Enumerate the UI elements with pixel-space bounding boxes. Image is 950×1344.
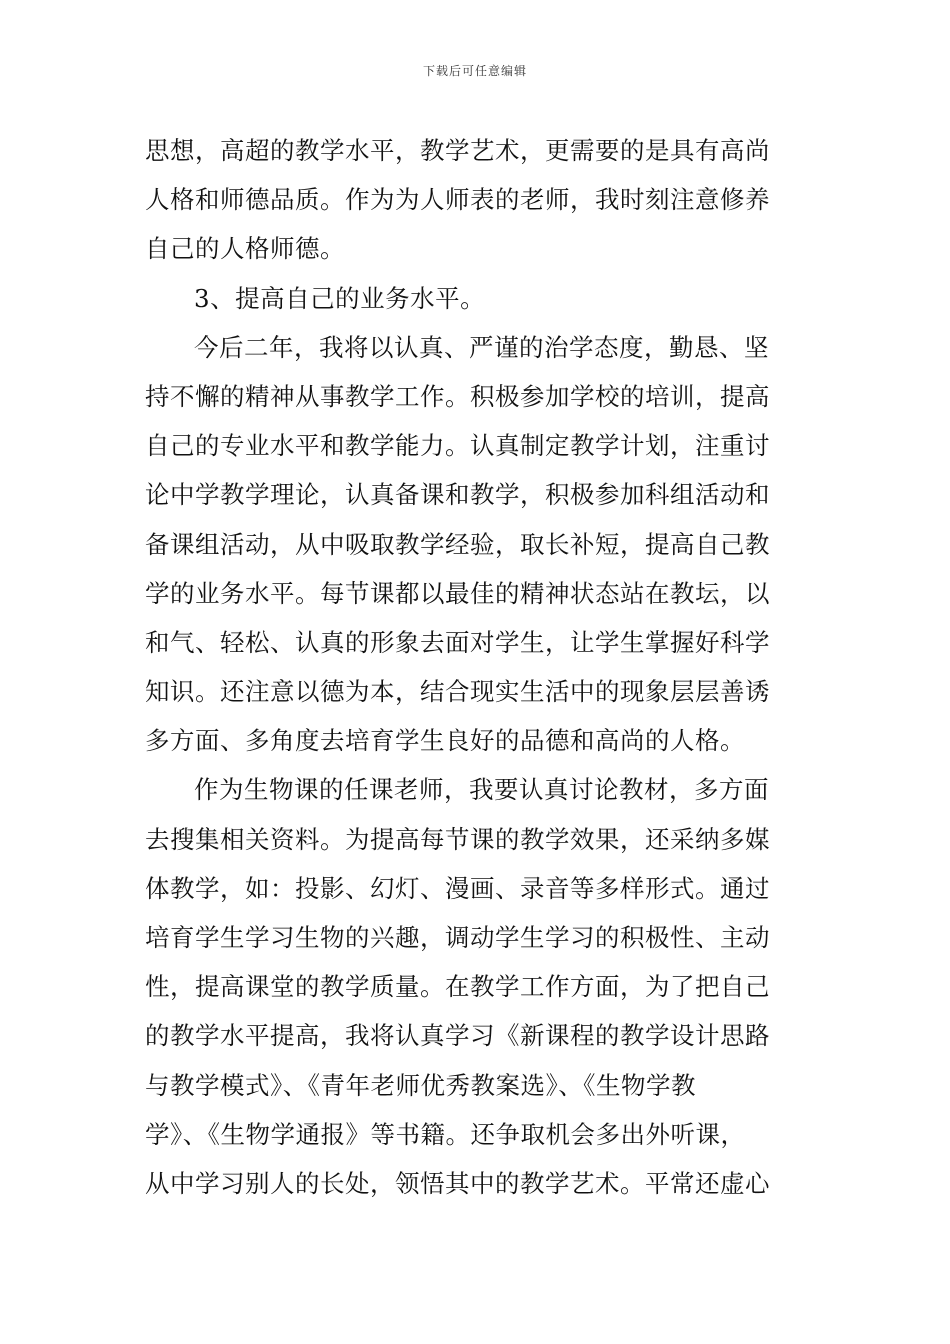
text-line-11: 和气、轻松、认真的形象去面对学生，让学生掌握好科学 <box>145 627 770 657</box>
text-line-2: 人格和师德品质。作为为人师表的老师，我时刻注意修养 <box>145 185 770 215</box>
page-header: 下载后可任意编辑 <box>422 64 527 78</box>
text-line-12: 知识。还注意以德为本，结合现实生活中的现象层层善诱 <box>145 677 770 707</box>
text-line-20: 与教学模式》、《青年老师优秀教案选》、《生物学教 <box>145 1070 696 1100</box>
section-heading: 3、提高自己的业务水平。 <box>194 283 486 313</box>
text-line-17: 培育学生学习生物的兴趣，调动学生学习的积极性、主动 <box>145 923 770 952</box>
text-line-22: 从中学习别人的长处，领悟其中的教学艺术。平常还虚心 <box>145 1168 770 1198</box>
text-line-18: 性，提高课堂的教学质量。在教学工作方面，为了把自己 <box>145 972 770 1002</box>
text-line-14: 作为生物课的任课老师，我要认真讨论教材，多方面 <box>194 775 769 805</box>
text-line-10: 学的业务水平。每节课都以最佳的精神状态站在教坛，以 <box>145 578 770 608</box>
text-line-19: 的教学水平提高，我将认真学习《新课程的教学设计思路 <box>145 1021 770 1051</box>
text-line-5: 今后二年，我将以认真、严谨的治学态度，勤恳、坚 <box>194 332 769 362</box>
text-line-6: 持不懈的精神从事教学工作。积极参加学校的培训，提高 <box>145 381 770 411</box>
text-line-9: 备课组活动，从中吸取教学经验，取长补短，提高自己教 <box>145 529 770 559</box>
text-line-16: 体教学，如：投影、幻灯、漫画、录音等多样形式。通过 <box>145 873 770 903</box>
text-line-7: 自己的专业水平和教学能力。认真制定教学计划，注重讨 <box>145 431 770 461</box>
document-body <box>145 126 810 1208</box>
text-line-21: 学》、《生物学通报》等书籍。还争取机会多出外听课， <box>145 1119 746 1149</box>
text-line-8: 论中学教学理论，认真备课和教学，积极参加科组活动和 <box>145 480 770 510</box>
text-line-3: 自己的人格师德。 <box>145 234 345 264</box>
text-line-15: 去搜集相关资料。为提高每节课的教学效果，还采纳多媒 <box>145 824 770 854</box>
text-line-1: 思想，高超的教学水平，教学艺术，更需要的是具有高尚 <box>145 136 770 165</box>
text-line-13: 多方面、多角度去培育学生良好的品德和高尚的人格。 <box>145 726 745 756</box>
